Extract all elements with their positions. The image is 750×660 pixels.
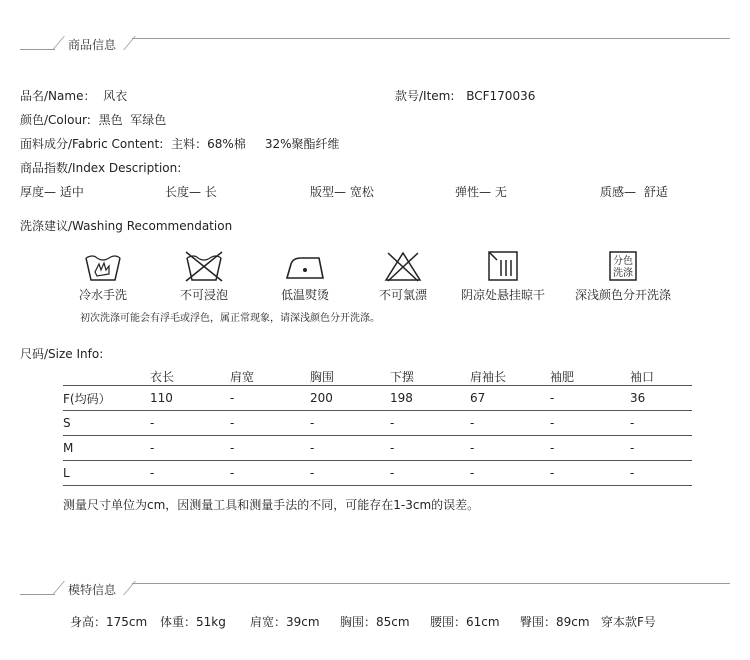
table-cell: -: [310, 411, 390, 436]
index-value: 长: [204, 185, 217, 199]
index-label: 版型—: [310, 185, 347, 199]
low-iron-icon: [283, 250, 327, 282]
index-thickness: [20, 183, 84, 200]
icon-text-bottom: 洗涤: [613, 268, 633, 279]
table-row: [63, 461, 692, 486]
index-value: 宽松: [349, 185, 374, 199]
size-title: 尺码/Size Info:: [20, 347, 104, 361]
model-hip: 臀围：89cm: [520, 615, 590, 629]
header-slash-left: [52, 581, 65, 595]
index-elasticity: [455, 183, 507, 200]
care-label: 低温熨烫: [280, 288, 329, 302]
table-cell: -: [230, 411, 310, 436]
table-cell: -: [390, 436, 470, 461]
fabric-row: [20, 135, 344, 152]
size-header-cell: 衣长: [150, 370, 175, 384]
index-label: 厚度—: [20, 185, 57, 199]
table-cell: -: [390, 411, 470, 436]
table-cell: -: [630, 461, 692, 486]
item-label: 款号/Item:: [395, 89, 455, 103]
care-label: 不可浸泡: [179, 288, 228, 302]
item-value: BCF170036: [466, 89, 536, 103]
care-cold-hand-wash: [48, 250, 158, 303]
index-fit: [310, 183, 374, 200]
model-size-worn: 穿本款F号: [601, 615, 656, 629]
line-dry-shade-icon: [483, 250, 523, 282]
header-slash-left: [52, 36, 65, 50]
table-cell: -: [630, 411, 692, 436]
care-no-soak: [149, 250, 259, 303]
table-cell: L: [63, 461, 150, 486]
fabric-value: 主料：68%棉 32%聚酯纤维: [171, 137, 340, 151]
no-soak-icon: [184, 250, 224, 282]
table-row: [63, 436, 692, 461]
header-line-left: [20, 49, 55, 50]
size-header-cell: 肩宽: [230, 370, 255, 384]
washing-title: 洗涤建议/Washing Recommendation: [20, 219, 233, 233]
colour-value: 黑色 军绿色: [98, 113, 167, 127]
index-length: [165, 183, 217, 200]
size-header-cell: 胸围: [310, 370, 335, 384]
size-table: [63, 368, 692, 486]
care-no-bleach: [348, 250, 458, 303]
index-value: 适中: [59, 185, 84, 199]
name-row: [20, 87, 131, 104]
washing-note: 初次洗涤可能会有浮毛或浮色，属正常现象，请深浅颜色分开洗涤。: [80, 313, 380, 324]
model-info-header: [0, 581, 750, 601]
care-separate-wash: [568, 250, 678, 303]
fabric-label: 面料成分/Fabric Content:: [20, 137, 164, 151]
table-cell: 67: [470, 386, 550, 411]
table-row: [63, 411, 692, 436]
index-label: 商品指数/Index Description:: [20, 161, 182, 175]
size-header-row: [63, 368, 692, 386]
size-note: 测量尺寸单位为cm，因测量工具和测量手法的不同，可能存在1-3cm的误差。: [63, 498, 480, 512]
table-cell: 200: [310, 386, 390, 411]
name-label: 品名/Name：: [20, 89, 96, 103]
table-cell: -: [470, 461, 550, 486]
care-label: 阴凉处悬挂晾干: [460, 288, 545, 302]
care-low-iron: [250, 250, 360, 303]
separate-wash-icon: [603, 250, 643, 282]
index-label: 弹性—: [455, 185, 492, 199]
item-row: [395, 87, 535, 104]
table-cell: 110: [150, 386, 230, 411]
table-cell: 36: [630, 386, 692, 411]
model-height: 身高：175cm: [70, 615, 148, 629]
table-cell: -: [150, 461, 230, 486]
table-cell: -: [470, 411, 550, 436]
model-bust: 胸围：85cm: [340, 615, 410, 629]
icon-text-top: 分色: [613, 256, 633, 267]
table-cell: 198: [390, 386, 470, 411]
table-cell: -: [550, 386, 630, 411]
size-header-cell: 袖肥: [550, 370, 575, 384]
table-cell: -: [550, 461, 630, 486]
model-shoulder: 肩宽：39cm: [250, 615, 320, 629]
table-cell: M: [63, 436, 150, 461]
model-weight: 体重：51kg: [160, 615, 226, 629]
index-value: 舒适: [643, 185, 668, 199]
cold-hand-wash-icon: [83, 250, 123, 282]
table-cell: F(均码）: [63, 386, 150, 411]
care-label: 不可氯漂: [378, 288, 427, 302]
table-cell: -: [150, 411, 230, 436]
index-row: [20, 159, 185, 176]
no-bleach-icon: [383, 250, 423, 282]
table-cell: -: [550, 411, 630, 436]
size-header-cell: 袖口: [630, 370, 655, 384]
table-cell: S: [63, 411, 150, 436]
table-cell: -: [470, 436, 550, 461]
size-header-cell: 肩袖长: [470, 370, 507, 384]
colour-row: [20, 111, 170, 128]
care-line-dry-shade: [448, 250, 558, 303]
name-value: 风衣: [103, 89, 128, 103]
size-header-cell: [63, 368, 150, 386]
table-cell: -: [230, 386, 310, 411]
index-value: 无: [494, 185, 507, 199]
header-line-right: [132, 38, 730, 39]
index-texture: [600, 183, 668, 200]
header-line-left: [20, 594, 55, 595]
care-label: 深浅颜色分开洗涤: [574, 288, 671, 302]
product-info-title: 商品信息: [68, 38, 117, 52]
table-cell: -: [630, 436, 692, 461]
table-cell: -: [310, 436, 390, 461]
table-row: [63, 386, 692, 411]
table-cell: -: [230, 436, 310, 461]
model-info-title: 模特信息: [68, 583, 117, 597]
table-cell: -: [150, 436, 230, 461]
care-label: 冷水手洗: [78, 288, 127, 302]
colour-label: 颜色/Colour:: [20, 113, 91, 127]
product-info-header: [0, 36, 750, 56]
table-cell: -: [390, 461, 470, 486]
table-cell: -: [230, 461, 310, 486]
index-label: 质感—: [600, 185, 637, 199]
index-label: 长度—: [165, 185, 202, 199]
model-waist: 腰围：61cm: [430, 615, 500, 629]
table-cell: -: [310, 461, 390, 486]
header-line-right: [132, 583, 730, 584]
size-header-cell: 下摆: [390, 370, 415, 384]
table-cell: -: [550, 436, 630, 461]
